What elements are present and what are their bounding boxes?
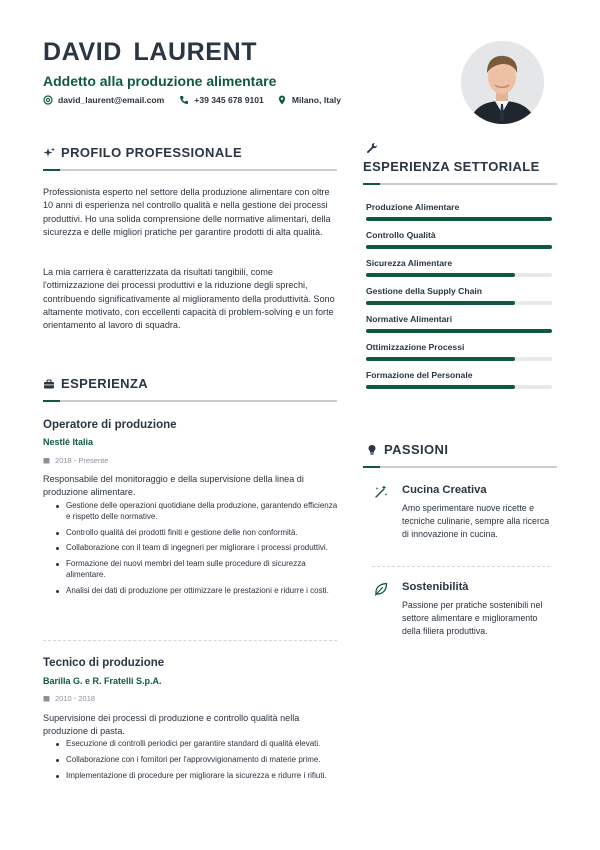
wrench-icon	[366, 141, 378, 153]
magic-wand-icon	[373, 484, 389, 500]
skill-level-bar	[366, 385, 552, 389]
candidate-role: Addetto alla produzione alimentare	[43, 73, 277, 89]
job-company: Nestlé Italia	[43, 437, 94, 447]
profile-paragraph-1: Professionista esperto nel settore della produzione alimentare con oltre 10 anni di esperienza nel controllo qualità e nella gestione dei processi produttivi. Ho una solida comprensione delle normative alimentari, della sicurezza e delle migliori pratiche per garantire prodotti di alta qualità.	[43, 187, 331, 237]
job-bullet: Esecuzione di controlli periodici per garantire standard di qualità elevati.	[56, 739, 341, 750]
phone-text: +39 345 678 9101	[194, 95, 264, 105]
skill-label: Ottimizzazione Processi	[366, 342, 465, 352]
passions-section-divider	[363, 466, 557, 468]
passions-section-title: PASSIONI	[366, 442, 448, 457]
profile-section-divider	[43, 169, 337, 171]
skill-label: Formazione del Personale	[366, 370, 473, 380]
job-bullet: Formazione dei nuovi membri del team sulle procedure di sicurezza alimentare.	[56, 559, 341, 581]
skill-label: Controllo Qualità	[366, 230, 436, 240]
experience-section-title: ESPERIENZA	[43, 376, 148, 391]
job-description: Supervisione dei processi di produzione e controllo qualità nella produzione di pasta.	[43, 713, 300, 736]
passion-title: Cucina Creativa	[402, 484, 487, 496]
job-bullet-list	[56, 739, 341, 786]
profile-section-title: PROFILO PROFESSIONALE	[43, 145, 242, 160]
profile-paragraph-2: La mia carriera è caratterizzata da risultati tangibili, come l'ottimizzazione dei processi produttivi e la riduzione degli sprechi, contribuendo significativamente al miglioramento della produttività. Sono altamente motivato, con eccellenti capacità di problem-solving e un forte orientamento al lavoro di squadra.	[43, 267, 335, 331]
location-pin-icon	[277, 95, 287, 105]
skill-level-fill	[366, 385, 515, 389]
skill-level-fill	[366, 357, 515, 361]
skill-row	[366, 230, 552, 249]
skill-level-fill	[366, 217, 552, 221]
job-title: Tecnico di produzione	[43, 657, 165, 669]
job-bullet: Gestione delle operazioni quotidiane della produzione, garantendo efficienza e rispetto delle normative.	[56, 501, 341, 523]
contact-email[interactable]	[43, 95, 164, 105]
skill-row	[366, 342, 552, 361]
candidate-name: DAVID LAURENT	[43, 38, 258, 66]
job-company: Barilla G. e R. Fratelli S.p.A.	[43, 676, 162, 686]
skill-level-bar	[366, 301, 552, 305]
passion-text: Passione per pratiche sostenibili nel settore alimentare e miglioramento della filiera produttiva.	[402, 600, 543, 637]
skill-level-fill	[366, 245, 552, 249]
skills-section-title: ESPERIENZA SETTORIALE	[363, 159, 540, 174]
skill-level-bar	[366, 357, 552, 361]
job-bullet: Implementazione di procedure per migliorare la sicurezza e ridurre i rifiuti.	[56, 771, 341, 782]
calendar-icon	[43, 457, 50, 464]
lightbulb-icon	[366, 444, 378, 456]
skill-row	[366, 370, 552, 389]
skill-level-bar	[366, 329, 552, 333]
email-text: david_laurent@email.com	[58, 95, 165, 105]
job-bullet-list	[56, 501, 341, 602]
skill-level-fill	[366, 273, 515, 277]
contact-location	[277, 95, 341, 105]
contact-row	[43, 95, 354, 105]
calendar-icon	[43, 695, 50, 702]
profile-photo	[461, 41, 544, 124]
skill-level-bar	[366, 273, 552, 277]
passion-separator	[372, 566, 550, 567]
leaf-icon	[373, 581, 389, 597]
passion-text: Amo sperimentare nuove ricette e tecniche culinarie, sempre alla ricerca di innovazione in cucina.	[402, 503, 550, 540]
experience-section-divider	[43, 400, 337, 402]
skill-level-fill	[366, 329, 552, 333]
skill-level-bar	[366, 245, 552, 249]
skills-section-divider	[363, 183, 557, 185]
skill-level-bar	[366, 217, 552, 221]
job-separator	[43, 640, 337, 641]
job-dates: 2010 - 2018	[43, 694, 95, 703]
skill-label: Gestione della Supply Chain	[366, 286, 483, 296]
contact-phone[interactable]	[179, 95, 264, 105]
job-title: Operatore di produzione	[43, 419, 177, 431]
job-dates: 2018 - Presente	[43, 456, 108, 465]
skill-row	[366, 202, 552, 221]
phone-icon	[179, 95, 189, 105]
job-bullet: Collaborazione con i fornitori per l'approvvigionamento di materie prime.	[56, 755, 341, 766]
skill-label: Sicurezza Alimentare	[366, 258, 453, 268]
skill-row	[366, 258, 552, 277]
skill-row	[366, 314, 552, 333]
job-bullet: Analisi dei dati di produzione per ottimizzare le prestazioni e ridurre i costi.	[56, 586, 341, 597]
job-bullet: Collaborazione con il team di ingegneri per migliorare i processi produttivi.	[56, 543, 341, 554]
skill-label: Produzione Alimentare	[366, 202, 460, 212]
job-bullet: Controllo qualità dei prodotti finiti e gestione delle non conformità.	[56, 528, 341, 539]
passion-title: Sostenibilità	[402, 581, 469, 593]
location-text: Milano, Italy	[291, 95, 342, 105]
job-description: Responsabile del monitoraggio e della supervisione della linea di produzione alimentare.	[43, 474, 304, 497]
skill-label: Normative Alimentari	[366, 314, 453, 324]
at-icon	[43, 95, 53, 105]
skill-level-fill	[366, 301, 515, 305]
briefcase-icon	[43, 378, 55, 390]
sparkle-icon	[43, 147, 55, 159]
skill-row	[366, 286, 552, 305]
